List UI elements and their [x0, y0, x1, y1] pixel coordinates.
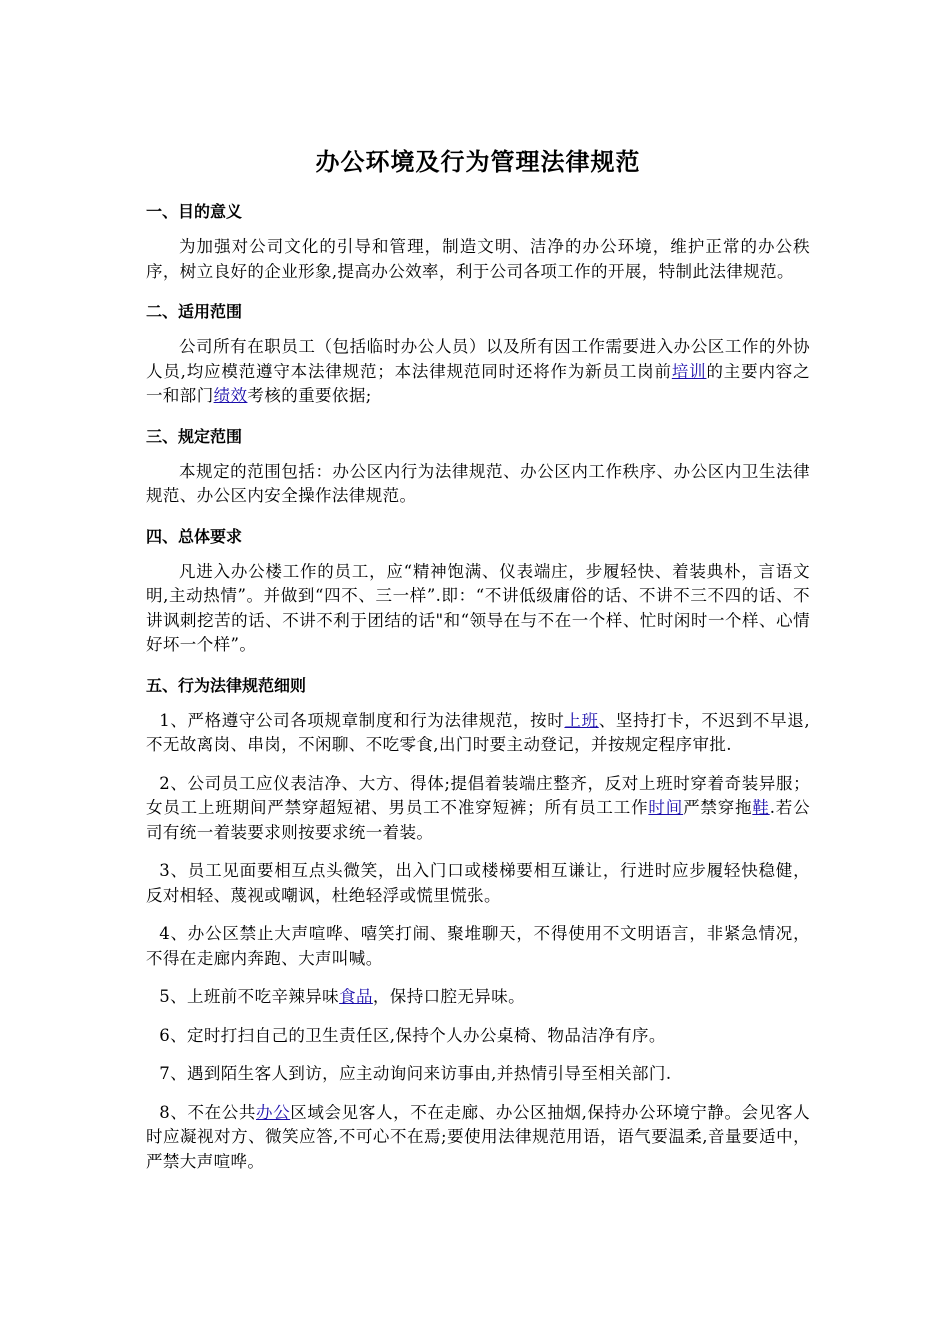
- section-heading-general: 四、总体要求: [146, 526, 243, 546]
- rule-text: 、坚持打卡，不迟到不早退,不无故离岗、串岗，不闲聊、不吃零食,出门时要主动登记，并按规定程序审批.: [146, 710, 810, 754]
- rule-item-2: [146, 772, 810, 846]
- scope-text: 的主要内容之一和部门: [146, 361, 810, 405]
- office-link[interactable]: 办公: [256, 1102, 291, 1122]
- rule-text: 5、上班前不吃辛辣异味: [159, 987, 340, 1006]
- rule-item-6: [146, 1024, 810, 1049]
- section-heading-rules: 五、行为法律规范细则: [146, 675, 307, 695]
- food-link[interactable]: 食品: [339, 987, 373, 1006]
- rule-text: ，保持口腔无异味。: [372, 987, 526, 1006]
- section-body-scope: [146, 335, 810, 409]
- shoes-link[interactable]: 鞋: [752, 798, 770, 817]
- training-link[interactable]: 培训: [671, 361, 707, 381]
- rule-text: 2、公司员工应仪表洁净、大方、得体;提倡着装端庄整齐，反对上班时穿着奇装异服；女员工上班期间严禁穿超短裙、男员工不准穿短裤；所有员工工作: [146, 773, 810, 817]
- rule-text: 严禁穿拖: [683, 798, 753, 817]
- work-link[interactable]: 上班: [564, 710, 599, 730]
- rule-text: 6、定时打扫自己的卫生责任区,保持个人办公桌椅、物品洁净有序。: [159, 1025, 666, 1045]
- section-body-general: 凡进入办公楼工作的员工，应“精神饱满、仪表端庄，步履轻快、着装典朴，言语文明,主动热情”。并做到“四不、三一样”.即：“不讲低级庸俗的话、不讲不三不四的话、不讲讽刺挖苦的话、不讲不利于团结的话"和“领导在与不在一个样、忙时闲时一个样、心情好坏一个样”。: [146, 561, 810, 654]
- section-heading-range: 三、规定范围: [146, 426, 243, 446]
- rule-text: 3、员工见面要相互点头微笑，出入门口或楼梯要相互谦让，行进时应步履轻快稳健，反对相轻、蔑视或嘲讽，杜绝轻浮或慌里慌张。: [146, 861, 810, 905]
- scope-text: 公司所有在职员工（包括临时办公人员）以及所有因工作需要进入办公区工作的外协人员,均应模范遵守本法律规范；本法律规范同时还将作为新员工岗前: [146, 337, 810, 381]
- performance-link[interactable]: 绩效: [213, 386, 248, 405]
- rule-item-1: [146, 709, 810, 758]
- time-link[interactable]: 时间: [648, 798, 684, 817]
- rule-item-3: [146, 859, 810, 908]
- section-heading-purpose: 一、目的意义: [146, 202, 243, 221]
- document-page: [146, 145, 810, 1188]
- section-body-purpose: 为加强对公司文化的引导和管理，制造文明、洁净的办公环境，维护正常的办公秩序，树立良好的企业形象,提高办公效率，利于公司各项工作的开展，特制此法律规范。: [146, 237, 810, 281]
- rule-text: 1、严格遵守公司各项规章制度和行为法律规范，按时: [159, 710, 565, 730]
- rule-item-4: [146, 922, 810, 971]
- section-body-range: 本规定的范围包括：办公区内行为法律规范、办公区内工作秩序、办公区内卫生法律规范、办公区内安全操作法律规范。: [146, 461, 810, 505]
- rule-text: 区域会见客人，不在走廊、办公区抽烟,保持办公环境宁静。会见客人时应凝视对方、微笑应答,不可心不在焉;要使用法律规范用语，语气要温柔,音量要适中，严禁大声喧哗。: [146, 1102, 810, 1171]
- section-heading-scope: 二、适用范围: [146, 302, 243, 321]
- rule-text: 4、办公区禁止大声喧哗、嘻笑打闹、聚堆聊天，不得使用不文明语言，非紧急情况，不得在走廊内奔跑、大声叫喊。: [146, 924, 810, 968]
- rule-text: .若公司有统一着装要求则按要求统一着装。: [146, 798, 810, 842]
- rule-item-5: [146, 985, 810, 1010]
- scope-text: 考核的重要依据;: [247, 386, 372, 405]
- rule-item-8: [146, 1101, 810, 1175]
- document-title: 办公环境及行为管理法律规范: [315, 148, 641, 176]
- rule-text: 7、遇到陌生客人到访，应主动询问来访事由,并热情引导至相关部门.: [159, 1064, 672, 1083]
- rule-text: 8、不在公共: [159, 1102, 256, 1122]
- rule-item-7: [146, 1062, 810, 1087]
